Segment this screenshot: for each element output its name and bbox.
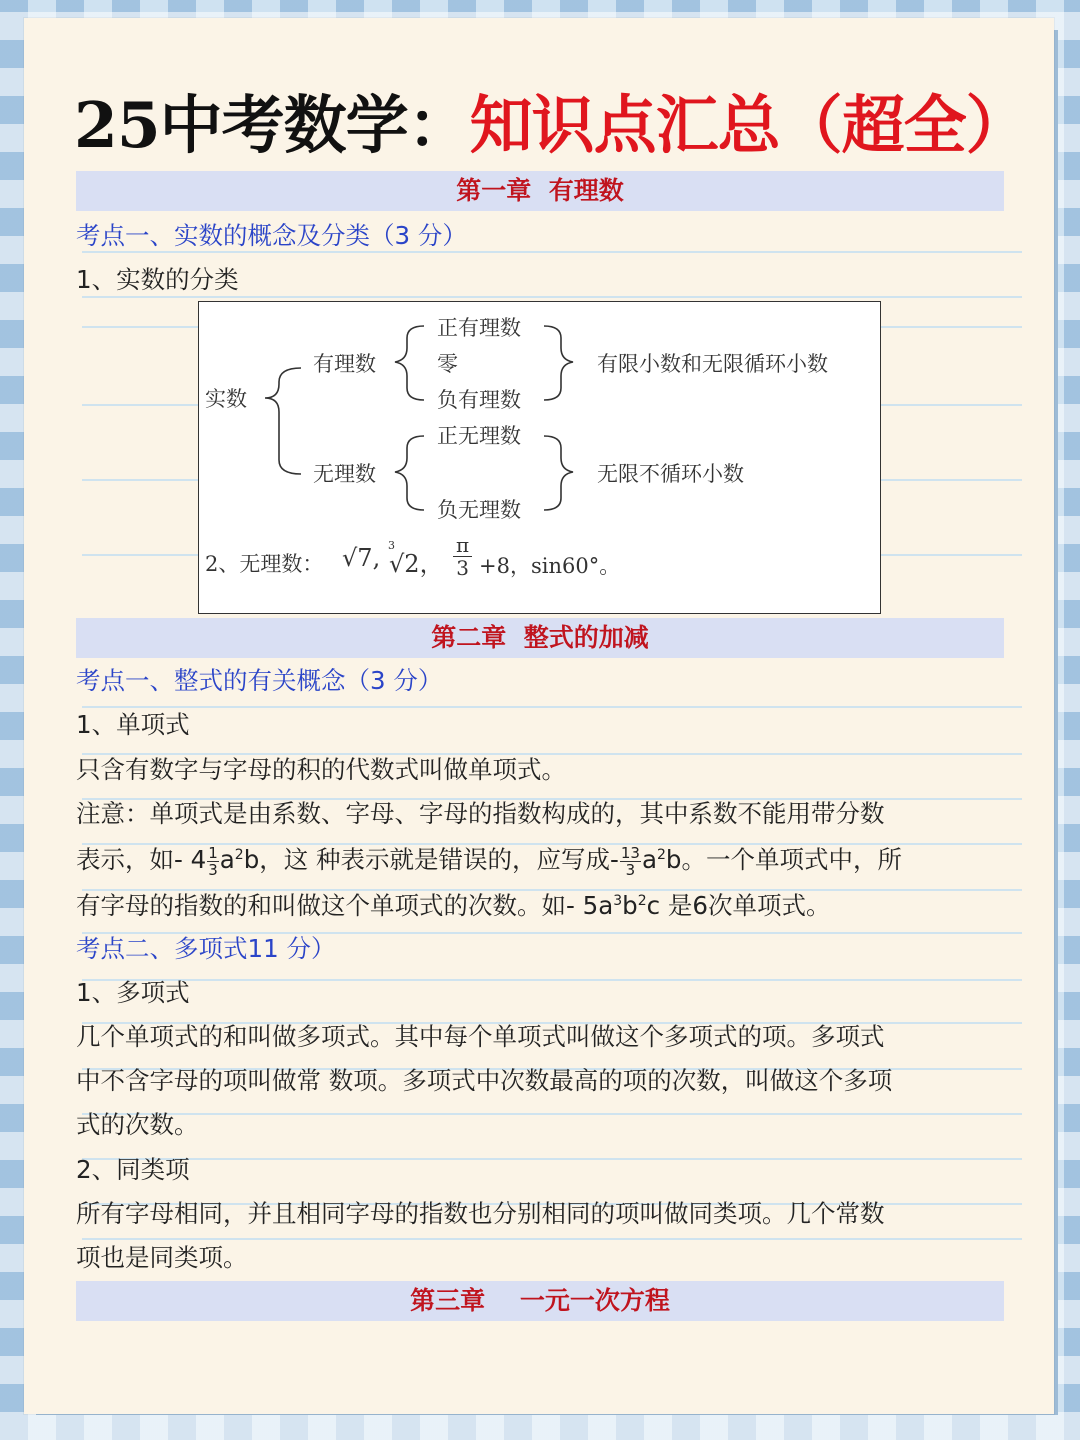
ch2-like-terms-def-1: 所有字母相同，并且相同字母的指数也分别相同的项叫做同类项。几个常数 [76, 1199, 885, 1228]
chapter-1-header: 第一章 有理数 [76, 171, 1004, 211]
example-rest: +8，sin60°。 [479, 554, 621, 578]
ch1-point-1-heading: 考点一、实数的概念及分类（3 分） [76, 221, 467, 250]
diagram-irrational: 无理数 [313, 462, 376, 486]
pi-numerator: π [453, 534, 472, 557]
note3-part-b: b [622, 891, 638, 920]
fraction-numerator: 13 [620, 843, 640, 862]
ch2-polynomial-def-2: 中不含字母的项叫做常 数项。多项式中次数最高的项的次数，叫做这个多项 [76, 1066, 893, 1095]
note2-part-e: b。一个单项式中，所 [665, 845, 902, 874]
fraction-thirteen-thirds [620, 845, 641, 878]
ch2-like-terms-def-2: 项也是同类项。 [76, 1243, 248, 1272]
ch2-item-1: 1、单项式 [76, 710, 190, 739]
note2-part-c: b，这 种表示就是错误的，应写成- [243, 845, 619, 874]
irrational-brace [395, 436, 424, 510]
exponent: 3 [613, 892, 623, 909]
root-brace [265, 368, 301, 474]
diagram-positive-rational: 正有理数 [437, 316, 521, 340]
example-cbrt-index: 3 [388, 539, 395, 552]
ch2-definition-monomial: 只含有数字与字母的积的代数式叫做单项式。 [76, 755, 566, 784]
paper-sheet [24, 18, 1054, 1414]
ch2-polynomial-def-1: 几个单项式的和叫做多项式。其中每个单项式叫做这个多项式的项。多项式 [76, 1022, 885, 1051]
title-highlight: 知识点汇总（超全） [469, 88, 1028, 162]
exponent: 2 [657, 846, 666, 863]
fraction-denominator: 3 [208, 860, 218, 879]
diagram-rational-description: 有限小数和无限循环小数 [597, 352, 828, 376]
ch2-item-3: 2、同类项 [76, 1155, 190, 1184]
fraction-numerator: 1 [208, 843, 218, 862]
diagram-irrational-description: 无限不循环小数 [597, 462, 744, 486]
example-pi-over-3 [453, 534, 472, 579]
ch2-note-line-1: 注意：单项式是由系数、字母、字母的指数构成的，其中系数不能用带分数 [76, 799, 885, 828]
note2-part-d: a [641, 845, 657, 874]
chapter-3-header: 第三章 一元一次方程 [76, 1281, 1004, 1321]
ch2-point-2-heading: 考点二、多项式11 分） [76, 934, 336, 963]
ch2-point-1-heading: 考点一、整式的有关概念（3 分） [76, 666, 443, 695]
title-prefix: 25中考数学： [74, 88, 470, 162]
diagram-zero: 零 [437, 352, 458, 376]
exponent: 2 [234, 846, 244, 863]
diagram-negative-irrational: 负无理数 [437, 498, 521, 522]
ch2-note-line-3 [76, 884, 1011, 928]
ch1-item-1: 1、实数的分类 [76, 265, 239, 294]
irrational-right-brace [544, 436, 573, 510]
diagram-rational: 有理数 [313, 352, 376, 376]
diagram-negative-rational: 负有理数 [437, 388, 521, 412]
note2-part-a: 表示，如- 4 [76, 845, 207, 874]
example-cbrt2: √2， [389, 550, 444, 578]
diagram-root: 实数 [205, 387, 247, 411]
ch2-item-2: 1、多项式 [76, 978, 190, 1007]
irrational-examples-label: 2、无理数： [205, 552, 324, 576]
note3-part-c: c 是6次单项式。 [646, 891, 831, 920]
chapter-2-header: 第二章 整式的加减 [76, 618, 1004, 658]
diagram-positive-irrational: 正无理数 [437, 424, 521, 448]
page-title [74, 80, 1034, 170]
pi-denominator: 3 [456, 556, 469, 580]
fraction-denominator: 3 [625, 860, 636, 879]
rational-brace [395, 326, 424, 400]
rational-right-brace [544, 326, 573, 400]
note3-part-a: 有字母的指数的和叫做这个单项式的次数。如- 5a [76, 891, 614, 920]
example-sqrt7: √7, [342, 544, 381, 572]
ch2-note-line-2 [76, 838, 1011, 882]
ch2-polynomial-def-3: 式的次数。 [76, 1110, 199, 1139]
fraction-one-third [207, 845, 219, 878]
real-number-classification-diagram [198, 301, 881, 614]
note2-part-b: a [219, 845, 235, 874]
exponent: 2 [637, 892, 647, 909]
